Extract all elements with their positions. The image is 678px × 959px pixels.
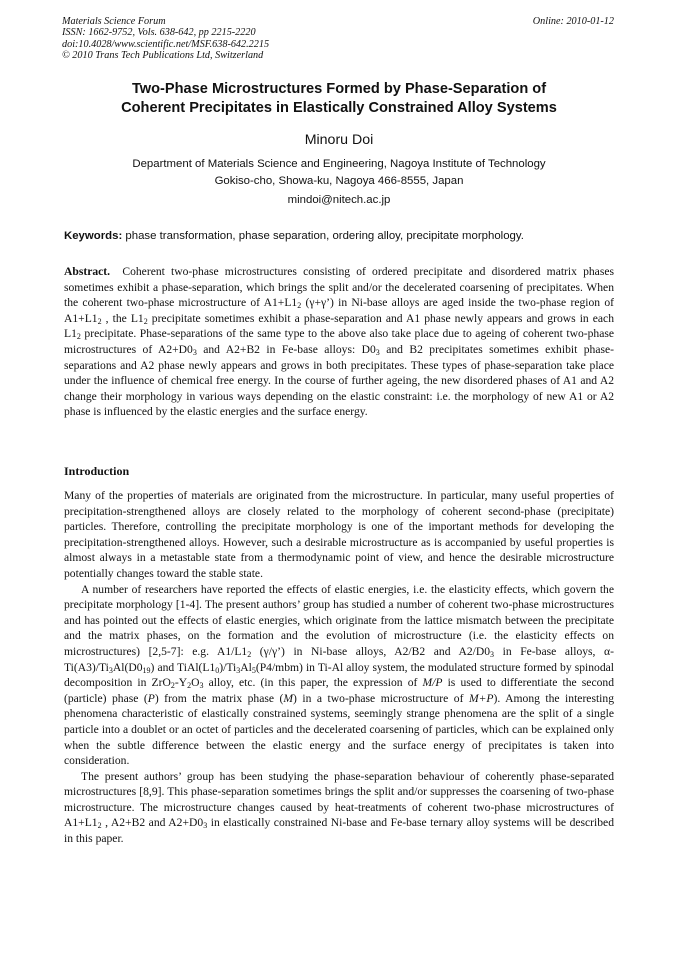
abstract-text: , the L1 (101, 311, 144, 325)
paragraph-text: alloy, etc. (in this paper, the expression of (203, 676, 423, 690)
subscript: 3 (192, 347, 197, 357)
abstract-text: and A2+B2 in Fe-base alloys: D0 (196, 342, 376, 356)
subscript: 3 (199, 681, 204, 691)
subscript: 0 (215, 665, 220, 675)
italic-symbol: P (147, 691, 155, 705)
abstract-text: and B2 precipitates sometimes exhibit phase-separations and A2 phase newly appears and grows in both precipitates. These types of phase-separation take place under the influence of chemical free energy. In the course of further ageing, the new disordered phases of A1 and A2 change their morphology in various ways depending on the elastic constraint: i.e. the morphology of new A1 or A2 phase is influenced by the elastic energies and the surface energy. (64, 342, 614, 419)
paragraph-text: in Fe-base alloys, α-Ti(A3)/Ti (64, 644, 614, 674)
journal-info (62, 16, 269, 62)
paragraph-text: ). Among the interesting phenomena characteristic of elastically constrained systems, seemingly strange phenomena are the split of a single particle into a doublet or an octet of particles and the decelerated coarsening of particles, which can be explained only when the subtle difference between the elastic energy and the surface energy of precipitates is taken into consideration. (64, 691, 614, 768)
abstract-text: Coherent two-phase microstructures consisting of ordered precipitate and disordered matrix phases sometimes exhibit a phase-separation, which brings the split and/or the decelerated coarsening of precipitates. When the coherent two-phase microstructure of A1+L1 (64, 265, 614, 310)
keywords (64, 230, 614, 242)
paragraph-text: Al (240, 660, 252, 674)
intro-paragraph-1: Many of the properties of materials are originated from the microstructure. In particular, many useful properties of precipitation-strengthened alloys are closely related to the morphology of coherent second-phase (precipitate) particles. Therefore, controlling the precipitate morphology is one of the important methods for developing the precipitation-strengthened alloys. However, such a desirable microstructure as is accompanied by useful properties is almost always in a metastable state from a thermodynamic point of view, and hence the desirable microstructure potentially changes toward the stable state. (64, 489, 614, 580)
paragraph-text: , A2+B2 and A2+D0 (101, 816, 204, 830)
paper-title (40, 80, 638, 118)
affiliation-line-2: Gokiso-cho, Showa-ku, Nagoya 466-8555, Japan (214, 174, 464, 187)
italic-symbol: M (283, 691, 294, 705)
subscript: 2 (247, 649, 252, 659)
subscript: 3 (375, 347, 380, 357)
paragraph-text: ) and TiAl(L1 (150, 660, 216, 674)
subscript: 3 (203, 821, 208, 831)
italic-symbol: M+P (468, 691, 494, 705)
paragraph-text: )/Ti (219, 660, 237, 674)
paragraph-text: A number of researchers have reported the effects of elastic energies, i.e. the elasticity effects, which govern the precipitate morphology [1-4]. The present authors’ group has studied a number of coherent two-phase microstructures and has pointed out the effects of elastic energies, which originate from the lattice mismatch between the precipitate and the matrix phases, on the formation and the evolution of microstructure (i.e. the elasticity effects on microstructures) [2,5-7]: e.g. A1/L1 (64, 582, 614, 658)
paragraph-text: (γ/γ’) in Ni-base alloys, A2/B2 and A2/D0 (251, 644, 491, 658)
online-date: Online: 2010-01-12 (532, 16, 614, 27)
subscript: 19 (142, 665, 151, 675)
paragraph-text: in elastically constrained Ni-base and Fe-base ternary alloy systems will be described in this paper. (64, 816, 614, 846)
intro-paragraph-2 (64, 582, 614, 769)
paragraph-text: O (191, 676, 200, 690)
journal-name: Materials Science Forum (62, 16, 166, 27)
italic-symbol: M/P (422, 676, 443, 690)
keywords-text: phase transformation, phase separation, ordering alloy, precipitate morphology. (125, 230, 524, 242)
keywords-label: Keywords: (64, 230, 123, 242)
abstract-text: precipitate. Phase-separations of the same type to the above also take place due to ageing of coherent two-phase microstructures of A2+D0 (64, 327, 614, 356)
paragraph-text: is used to differentiate the second (particle) phase ( (64, 676, 614, 705)
abstract-text: precipitate sometimes exhibit a phase-separation and A1 phase newly appears and grows in each L1 (64, 311, 615, 341)
author-name: Minoru Doi (304, 132, 374, 148)
paragraph-text: ) in a two-phase microstructure of (293, 691, 469, 705)
paragraph-text: -Y (174, 676, 188, 690)
affiliation-line-1: Department of Materials Science and Engineering, Nagoya Institute of Technology (132, 158, 546, 170)
subscript: 2 (170, 681, 175, 691)
subscript: 2 (97, 821, 102, 831)
subscript: 3 (490, 649, 495, 659)
affiliation (40, 156, 638, 189)
abstract-text: (γ+γ’) in Ni-base alloys are aged inside the two-phase region of A1+L1 (64, 296, 614, 325)
subscript: 2 (187, 681, 192, 691)
introduction-body (64, 488, 614, 847)
abstract-label: Abstract. (64, 265, 111, 278)
paragraph-text: Al(D0 (112, 660, 143, 674)
subscript: 2 (143, 316, 148, 326)
subscript: 5 (251, 665, 256, 675)
subscript: 2 (297, 301, 302, 311)
intro-paragraph-3 (64, 769, 614, 847)
subscript: 2 (97, 316, 102, 326)
title-line-1: Two-Phase Microstructures Formed by Phase-Separation of (131, 81, 547, 97)
journal-doi: doi:10.4028/www.scientific.net/MSF.638-642.2215 (62, 38, 270, 50)
journal-copyright: © 2010 Trans Tech Publications Ltd, Switzerland (62, 50, 264, 62)
paragraph-text: The present authors’ group has been studying the phase-separation behaviour of coherently phase-separated microstructures [8,9]. This phase-separation sometimes brings the split and/or suppresses the coarsening of two-phase microstructure. The microstructure changes caused by heat-treatments of coherent two-phase microstructures of A1+L1 (64, 769, 614, 830)
title-line-2: Coherent Precipitates in Elastically Constrained Alloy Systems (121, 100, 557, 116)
subscript: 3 (108, 665, 113, 675)
paragraph-text: ) from the matrix phase ( (154, 691, 284, 705)
journal-issn: ISSN: 1662-9752, Vols. 638-642, pp 2215-2220 (62, 27, 256, 39)
author-email: mindoi@nitech.ac.jp (287, 194, 391, 206)
paragraph-text: (P4/mbm) in Ti-Al alloy system, the modulated structure formed by spinodal decomposition in ZrO (64, 660, 614, 690)
section-heading-introduction: Introduction (64, 464, 130, 478)
subscript: 2 (76, 332, 81, 342)
subscript: 3 (236, 665, 241, 675)
abstract (64, 264, 614, 420)
